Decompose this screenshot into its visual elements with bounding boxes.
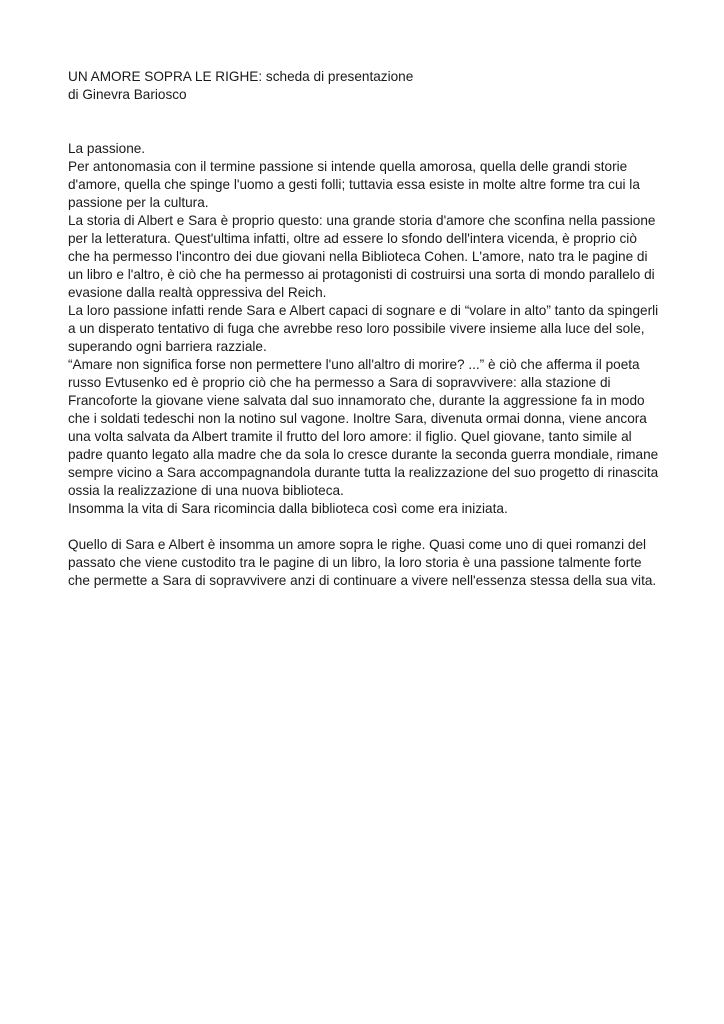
text-line: che ha permesso l'incontro dei due giovani nella Biblioteca Cohen. L'amore, nato tra le pagine di xyxy=(68,249,648,264)
paragraph-heading xyxy=(68,140,668,158)
document-title: UN AMORE SOPRA LE RIGHE: scheda di presentazione xyxy=(68,69,414,84)
text-line: a un disperato tentativo di fuga che avrebbe reso loro possibile vivere insieme alla luce del sole, xyxy=(68,321,645,336)
text-line: passione per la cultura. xyxy=(68,195,209,210)
text-line: La passione. xyxy=(68,141,146,156)
text-line: La storia di Albert e Sara è proprio questo: una grande storia d'amore che sconfina nella passione xyxy=(68,213,656,228)
paragraph-4 xyxy=(68,356,668,500)
text-line: che permette a Sara di sopravvivere anzi di continuare a vivere nell'essenza stessa della sua vita. xyxy=(68,573,657,588)
document-page xyxy=(68,68,668,590)
text-line: che i soldati tedeschi non la notino sul vagone. Inoltre Sara, divenuta ormai donna, viene ancora xyxy=(68,411,647,426)
paragraph-spacer xyxy=(68,518,668,536)
text-line: padre quanto legato alla madre che da sola lo cresce durante la seconda guerra mondiale, rimane xyxy=(68,447,659,462)
paragraph-3 xyxy=(68,302,668,356)
paragraph-2 xyxy=(68,212,668,302)
text-line: russo Evtusenko ed è proprio ciò che ha permesso a Sara di sopravvivere: alla stazione di xyxy=(68,375,611,390)
text-line: superando ogni barriera razziale. xyxy=(68,339,267,354)
document-body xyxy=(68,140,668,590)
paragraph-5 xyxy=(68,500,668,518)
text-line: un libro e l'altro, è ciò che ha permesso ai protagonisti di costruirsi una sorta di mondo parallelo di xyxy=(68,267,655,282)
text-line: Francoforte la giovane viene salvata dal suo innamorato che, durante la aggressione fa in modo xyxy=(68,393,645,408)
paragraph-1 xyxy=(68,158,668,212)
text-line: “Amare non significa forse non permettere l'uno all'altro di morire? ...” è ciò che afferma il poeta xyxy=(68,357,640,372)
text-line: passato che viene custodito tra le pagine di un libro, la loro storia è una passione talmente forte xyxy=(68,555,642,570)
text-line: Quello di Sara e Albert è insomma un amore sopra le righe. Quasi come uno di quei romanzi del xyxy=(68,537,647,552)
text-line: per la letteratura. Quest'ultima infatti, oltre ad essere lo sfondo dell'intera vicenda, è proprio ciò xyxy=(68,231,637,246)
paragraph-6 xyxy=(68,536,668,590)
text-line: Per antonomasia con il termine passione si intende quella amorosa, quella delle grandi storie xyxy=(68,159,628,174)
document-author: di Ginevra Bariosco xyxy=(68,87,187,102)
text-line: ossia la realizzazione di una nuova biblioteca. xyxy=(68,483,344,498)
document-header xyxy=(68,68,668,104)
text-line: Insomma la vita di Sara ricomincia dalla biblioteca così come era iniziata. xyxy=(68,501,508,516)
text-line: La loro passione infatti rende Sara e Albert capaci di sognare e di “volare in alto” tanto da spingerli xyxy=(68,303,659,318)
text-line: d'amore, quella che spinge l'uomo a gesti folli; tuttavia essa esiste in molte altre forme tra cui la xyxy=(68,177,640,192)
text-line: sempre vicino a Sara accompagnandola durante tutta la realizzazione del suo progetto di rinascita xyxy=(68,465,659,480)
text-line: una volta salvata da Albert tramite il frutto del loro amore: il figlio. Quel giovane, tanto simile al xyxy=(68,429,632,444)
text-line: evasione dalla realtà oppressiva del Reich. xyxy=(68,285,327,300)
